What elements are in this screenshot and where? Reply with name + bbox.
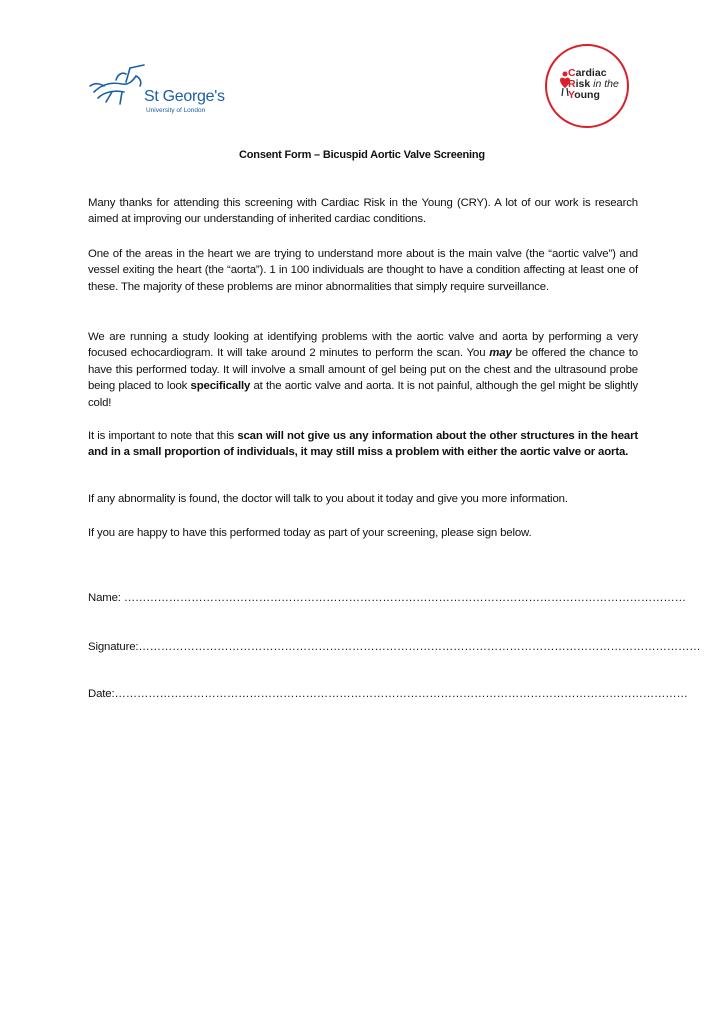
st-georges-wordmark: St George's	[144, 88, 225, 105]
paragraph-background: One of the areas in the heart we are trying to understand more about is the main valve (the “aortic valve”) and vessel exiting the heart (the “aorta”). 1 in 100 individuals are thought to have a condition affecting at least one of these. The majority of these problems are minor abnormalities that simply require surveillance.	[88, 248, 638, 293]
cry-wordmark	[568, 68, 619, 101]
p3-text-c: at the aortic valve and aorta. It is not painful, although the gel might be slightly cold!	[88, 380, 638, 409]
horse-rider-emblem-icon	[86, 62, 148, 108]
name-field[interactable]: Name: ……………………………………………………………………………………………………………………………………	[88, 592, 686, 604]
paragraph-sign-instruction: If you are happy to have this performed today as part of your screening, please sign below.	[88, 527, 532, 539]
p3-text-b: be offered the chance to have this performed today. It will involve a small amount of gel being put on the chest and the ultrasound probe being placed to look	[88, 347, 638, 393]
paragraph-abnormality: If any abnormality is found, the doctor will talk to you about it today and give you more information.	[88, 493, 568, 505]
paragraph-intro: Many thanks for attending this screening with Cardiac Risk in the Young (CRY). A lot of our work is research aimed at improving our understanding of inherited cardiac conditions.	[88, 197, 638, 226]
cry-initial-c: C	[568, 67, 576, 79]
p3-emphasis-may: may	[489, 347, 512, 360]
cry-logo	[545, 44, 629, 128]
date-field[interactable]: Date:………………………………………………………………………………………………………………………………………	[88, 688, 688, 700]
signature-field[interactable]: Signature:……………………………………………………………………………………………………………………………………	[88, 641, 701, 653]
p4-bold-warning: scan will not give us any information about the other structures in the heart and in a small proportion of individuals, it may still miss a problem with either the aortic valve or aorta.	[88, 430, 639, 459]
p3-text-a: We are running a study looking at identifying problems with the aortic valve and aorta by performing a very focused echocardiogram. It will take around 2 minutes to perform the scan. You	[88, 331, 638, 360]
cry-initial-r: R	[568, 78, 576, 90]
cry-word-oung: oung	[574, 89, 600, 101]
cry-word-ardiac: ardiac	[575, 67, 607, 79]
cry-word-in-the: in the	[593, 78, 619, 90]
cry-word-isk: isk	[575, 78, 594, 90]
st-georges-logo	[86, 62, 246, 122]
st-georges-subtitle: University of London	[146, 107, 206, 114]
p3-emphasis-specifically: specifically	[190, 380, 251, 393]
p4-text-a: It is important to note that this	[88, 430, 238, 442]
paragraph-limitations	[88, 428, 638, 461]
cry-initial-y: Y	[568, 89, 575, 101]
document-title: Consent Form – Bicuspid Aortic Valve Screening	[239, 149, 485, 161]
paragraph-study-description	[88, 329, 638, 411]
